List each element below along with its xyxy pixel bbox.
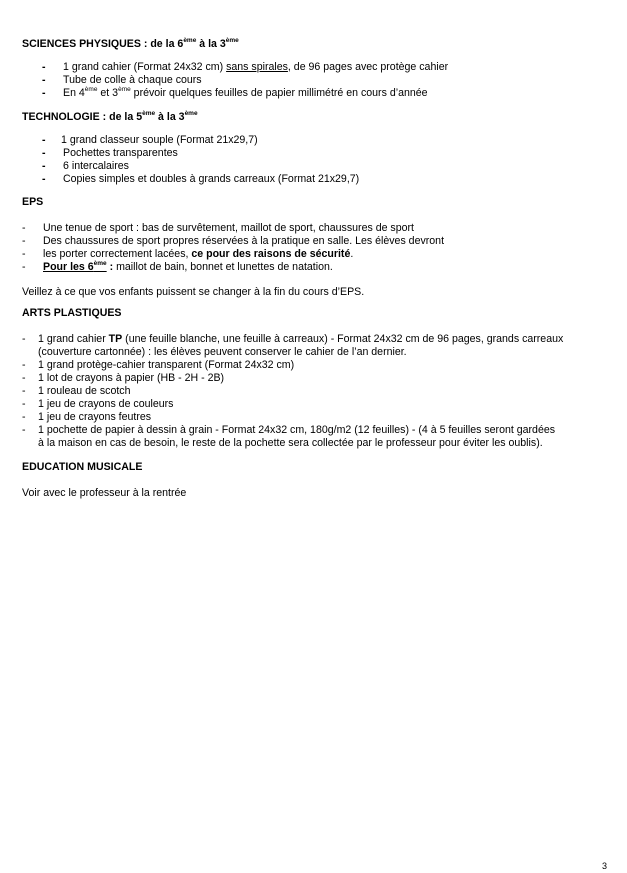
- list-item: - Pochettes transparentes: [42, 147, 178, 159]
- section-musique: [22, 461, 612, 500]
- musique-title: EDUCATION MUSICALE: [22, 461, 143, 473]
- list-item: - 6 intercalaires: [42, 160, 129, 172]
- list-item: - les porter correctement lacées, ce pour des raisons de sécurité.: [22, 248, 354, 260]
- list-item: - 1 grand classeur souple (Format 21x29,7): [42, 134, 258, 146]
- list-item: - Tube de colle à chaque cours: [42, 74, 202, 86]
- list-item-continuation: à la maison en cas de besoin, le reste de la pochette sera collectée par le professeur pour éviter les oublis).: [38, 437, 543, 449]
- list-item: - 1 lot de crayons à papier (HB - 2H - 2B): [22, 372, 225, 384]
- list-item: - Copies simples et doubles à grands carreaux (Format 21x29,7): [42, 173, 360, 185]
- section-arts: [22, 307, 612, 450]
- list-item: - Une tenue de sport : bas de survêtement, maillot de sport, chaussures de sport: [22, 222, 414, 234]
- list-item: - En 4ème et 3ème prévoir quelques feuilles de papier millimétré en cours d’année: [42, 86, 428, 99]
- musique-text: Voir avec le professeur à la rentrée: [22, 487, 187, 499]
- list-item: - 1 rouleau de scotch: [22, 385, 131, 397]
- list-item: - 1 grand protège-cahier transparent (Format 24x32 cm): [22, 359, 295, 371]
- list-item: - 1 jeu de crayons feutres: [22, 411, 152, 423]
- section-technologie: [22, 111, 612, 186]
- list-item: - Des chaussures de sport propres réservées à la pratique en salle. Les élèves devront: [22, 235, 445, 247]
- list-item: - Pour les 6ème : maillot de bain, bonnet et lunettes de natation.: [22, 260, 333, 273]
- list-item: - 1 grand cahier TP (une feuille blanche, une feuille à carreaux) - Format 24x32 cm de 96 pages, grands carreaux: [22, 333, 564, 345]
- techno-title: TECHNOLOGIE : de la 5ème à la 3ème: [22, 110, 198, 123]
- eps-note: Veillez à ce que vos enfants puissent se changer à la fin du cours d’EPS.: [22, 286, 365, 298]
- list-item: - 1 grand cahier (Format 24x32 cm) sans spirales, de 96 pages avec protège cahier: [42, 61, 449, 73]
- sciences-title: SCIENCES PHYSIQUES : de la 6ème à la 3ème: [22, 37, 239, 50]
- list-item-continuation: (couverture cartonnée) : les élèves peuvent conserver le cahier de l’an dernier.: [38, 346, 407, 358]
- page-number: 3: [601, 861, 607, 871]
- eps-title: EPS: [22, 196, 44, 208]
- list-item: - 1 pochette de papier à dessin à grain - Format 24x32 cm, 180g/m2 (12 feuilles) - (4 à 5 feuilles seront gardées: [22, 424, 556, 436]
- section-eps: [22, 196, 612, 299]
- list-item: - 1 jeu de crayons de couleurs: [22, 398, 174, 410]
- section-sciences: [22, 38, 612, 100]
- arts-title: ARTS PLASTIQUES: [22, 307, 122, 319]
